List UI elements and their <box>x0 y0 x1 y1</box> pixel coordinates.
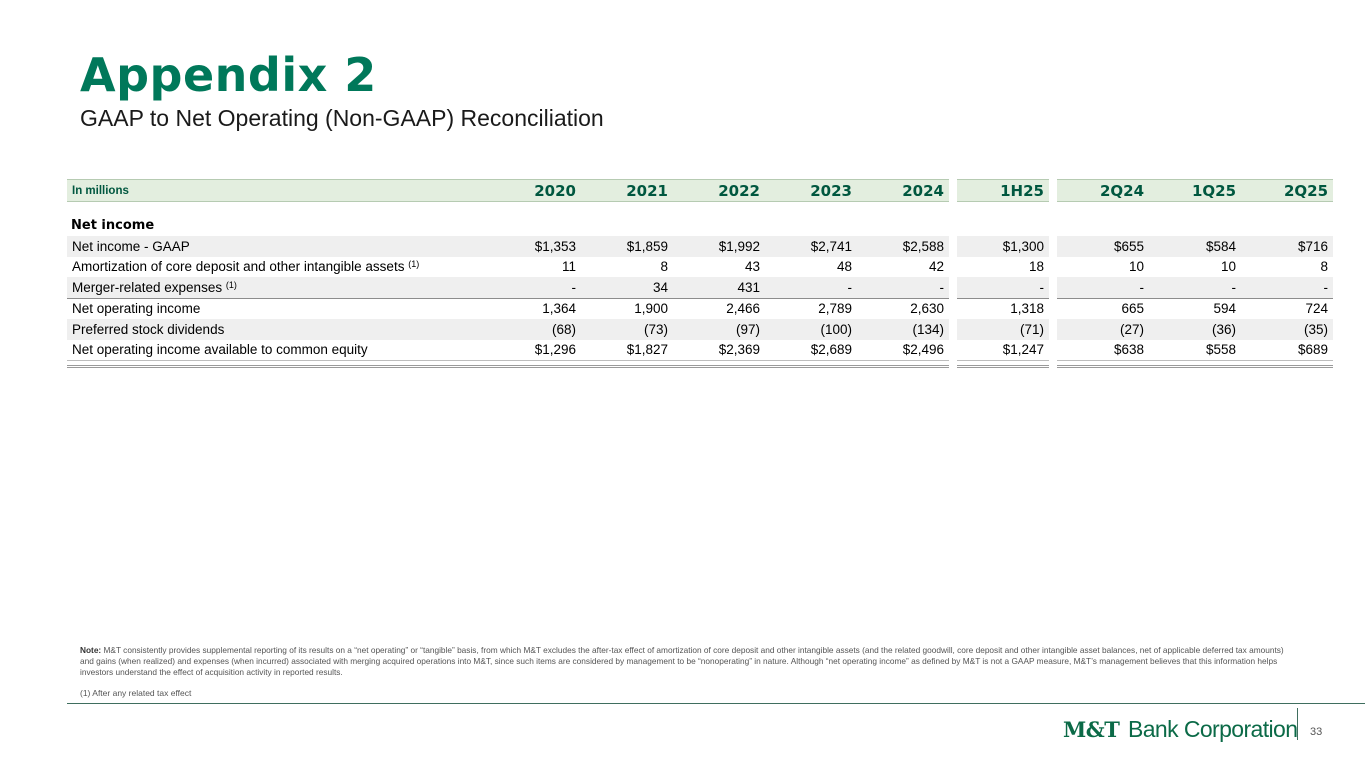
column-header: 2021 <box>581 180 673 202</box>
table-cell: $1,827 <box>581 340 673 361</box>
section-title: Net income <box>71 217 155 233</box>
table-cell: (97) <box>673 319 765 340</box>
table-cell: - <box>1149 277 1241 298</box>
table-cell: - <box>857 277 949 298</box>
table-cell: 2,630 <box>857 298 949 319</box>
footnote-marker: (1) <box>408 259 420 270</box>
table-cell: 34 <box>581 277 673 298</box>
note-label: Note: <box>80 645 102 655</box>
table-cell: - <box>1241 277 1333 298</box>
table-cell: 1,364 <box>489 298 581 319</box>
section-row <box>67 214 1333 236</box>
double-underline <box>67 361 1333 367</box>
table-cell: $1,296 <box>489 340 581 361</box>
table-cell: 665 <box>1057 298 1149 319</box>
table-cell: - <box>765 277 857 298</box>
column-header: 1H25 <box>957 180 1049 202</box>
table-cell: (27) <box>1057 319 1149 340</box>
row-label: Net income - GAAP <box>67 236 489 257</box>
table-cell: $638 <box>1057 340 1149 361</box>
table-cell: $2,741 <box>765 236 857 257</box>
table-row <box>67 319 1333 340</box>
table-cell: 1,900 <box>581 298 673 319</box>
table-cell: 10 <box>1220 259 1236 275</box>
page-title: Appendix 2 <box>80 48 377 102</box>
table-cell: 43 <box>744 259 760 275</box>
table-row <box>67 298 1333 319</box>
table-row <box>67 236 1333 257</box>
column-header: 2023 <box>765 180 857 202</box>
row-label: Amortization of core deposit and other intangible assets $^{(1)}$ <box>72 259 420 275</box>
table-cell: (134) <box>857 319 949 340</box>
table-cell: $1,992 <box>673 236 765 257</box>
table-cell: $655 <box>1057 236 1149 257</box>
table-cell: $1,247 <box>957 340 1049 361</box>
table-cell: 431 <box>673 277 765 298</box>
column-header: 2Q25 <box>1241 180 1333 202</box>
table-cell: (68) <box>489 319 581 340</box>
note-text: M&T consistently provides supplemental reporting of its results on a “net operating” or “tangible” basis, from which M&T excludes the after-tax effect of amortization of core deposit and other intangible assets (and the related goodwill, core deposit and other intangible asset balances, net of applicable deferred tax amounts) and gains (when realized) and expenses (when incurred) associated with merging acquired operations into M&T, since such items are considered by management to be “nonoperating” in nature. Although “net operating income” as defined by M&T is not a GAAP measure, M&T’s management believes that this information helps investors understand the effect of acquisition activity in reported results. <box>80 645 1284 677</box>
table-cell: (36) <box>1149 319 1241 340</box>
table-cell: 1,318 <box>957 298 1049 319</box>
table-header-row <box>67 180 1333 202</box>
table-cell: 48 <box>836 259 852 275</box>
table-cell: (35) <box>1241 319 1333 340</box>
disclosure-note <box>80 645 1290 678</box>
column-header: 2022 <box>673 180 765 202</box>
table-cell: 8 <box>660 259 668 275</box>
table-cell: $2,369 <box>673 340 765 361</box>
table-cell: - <box>1057 277 1149 298</box>
table-cell: 2,466 <box>673 298 765 319</box>
brand-logo-name: Bank Corporation <box>1128 716 1298 742</box>
page-subtitle: GAAP to Net Operating (Non-GAAP) Reconciliation <box>80 105 604 131</box>
table-cell: $1,859 <box>581 236 673 257</box>
table-cell: $1,353 <box>489 236 581 257</box>
page-number: 33 <box>1310 726 1323 738</box>
row-label: Preferred stock dividends <box>67 319 489 340</box>
table-cell: $558 <box>1149 340 1241 361</box>
brand-logo-mark: M&T <box>1063 717 1120 742</box>
table-cell: 11 <box>561 259 576 275</box>
reconciliation-table <box>67 179 1333 368</box>
row-label: Net operating income available to common equity <box>67 340 489 361</box>
table-cell: $716 <box>1241 236 1333 257</box>
column-header: 1Q25 <box>1149 180 1241 202</box>
table-cell: (100) <box>765 319 857 340</box>
table-row <box>67 277 1333 298</box>
footer-divider <box>67 703 1365 704</box>
table-cell: $584 <box>1149 236 1241 257</box>
column-header: 2Q24 <box>1057 180 1149 202</box>
table-cell: $2,496 <box>857 340 949 361</box>
row-label: Net operating income <box>67 298 489 319</box>
table-cell: $1,300 <box>957 236 1049 257</box>
row-label: Merger-related expenses $^{(1)}$ <box>67 277 489 298</box>
column-header: 2024 <box>857 180 949 202</box>
table-cell: $2,588 <box>857 236 949 257</box>
table-cell: - <box>957 277 1049 298</box>
table-row <box>67 257 1333 278</box>
footnote-marker: (1) <box>225 279 237 290</box>
table-cell: (73) <box>581 319 673 340</box>
table-cell: 10 <box>1128 259 1144 275</box>
table-cell: 2,789 <box>765 298 857 319</box>
table-cell: 18 <box>1028 259 1044 275</box>
table-cell: 42 <box>928 259 944 275</box>
footnote: (1) After any related tax effect <box>80 688 192 698</box>
table-cell: 724 <box>1241 298 1333 319</box>
table-cell: $689 <box>1241 340 1333 361</box>
table-cell: - <box>489 277 581 298</box>
footer-separator <box>1297 708 1298 740</box>
table-row <box>67 340 1333 361</box>
table-cell: 594 <box>1149 298 1241 319</box>
unit-label: In millions <box>67 180 489 202</box>
column-header: 2020 <box>489 180 581 202</box>
table-cell: 8 <box>1320 259 1328 275</box>
table-cell: $2,689 <box>765 340 857 361</box>
table-cell: (71) <box>957 319 1049 340</box>
